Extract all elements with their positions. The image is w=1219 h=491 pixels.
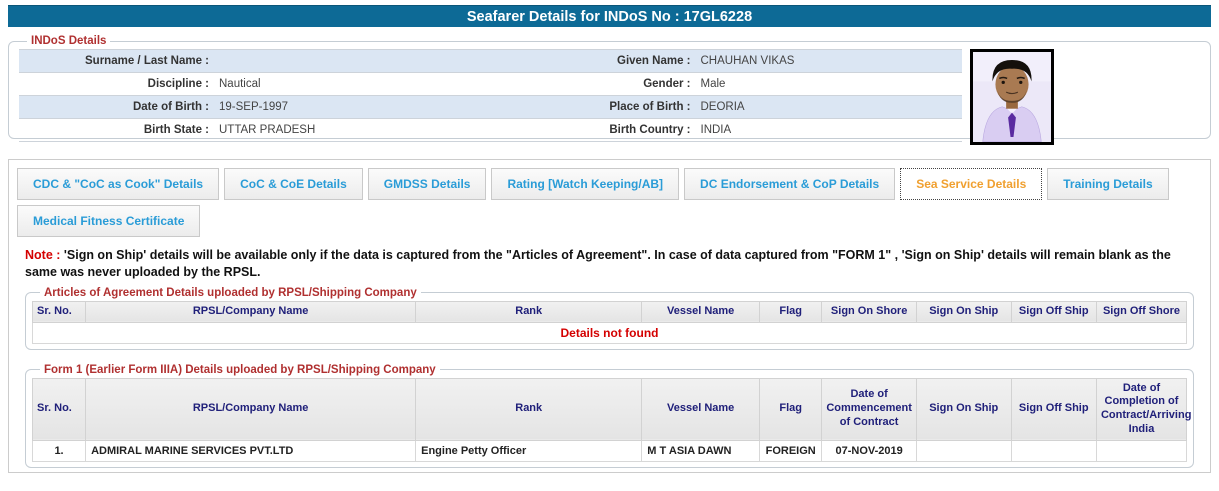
- date-of-birth-value: 19-SEP-1997: [219, 101, 289, 113]
- birth-country-label: Birth Country :: [609, 124, 691, 136]
- form1-legend: Form 1 (Earlier Form IIIA) Details uploaded by RPSL/Shipping Company: [44, 363, 436, 376]
- given-name-label: Given Name :: [617, 55, 691, 67]
- seafarer-photo: [970, 49, 1054, 145]
- birth-state-label: Birth State :: [143, 124, 209, 136]
- detail-row-birth-state: [19, 119, 962, 142]
- tab-rating-watch-keeping-ab[interactable]: Rating [Watch Keeping/AB]: [491, 168, 679, 200]
- tab-panel: [8, 159, 1211, 473]
- tab-coc-coe-details[interactable]: CoC & CoE Details: [224, 168, 363, 200]
- articles-of-agreement-section: [25, 287, 1194, 350]
- gender-value: Male: [700, 78, 726, 90]
- form1-header-row: [33, 378, 1187, 440]
- surname-label: Surname / Last Name :: [85, 55, 209, 67]
- tab-sea-service-details[interactable]: Sea Service Details: [900, 168, 1042, 200]
- page-title: Seafarer Details for INDoS No : 17GL6228: [466, 9, 753, 25]
- col-rank: Rank: [416, 378, 642, 440]
- cell-rank: Engine Petty Officer: [416, 440, 642, 461]
- note-body: 'Sign on Ship' details will be available only if the data is captured from the "Articles of Agreement". In case of data captured from "FORM 1" , 'Sign on Ship' details will remain blank as the same was never uploaded by the RPSL.: [25, 248, 1171, 279]
- page: [0, 5, 1219, 491]
- articles-of-agreement-legend: Articles of Agreement Details uploaded by RPSL/Shipping Company: [44, 286, 417, 299]
- col-date-of-commencement: Date of Commencement of Contract: [822, 378, 917, 440]
- seafarer-photo-illustration: [973, 52, 1051, 142]
- cell-sign-off-ship: [1011, 440, 1096, 461]
- col-sr-no: Sr. No.: [33, 301, 86, 322]
- place-of-birth-label: Place of Birth :: [609, 101, 691, 113]
- col-sign-on-ship: Sign On Ship: [916, 301, 1011, 322]
- place-of-birth-value: DEORIA: [700, 101, 745, 113]
- tab-gmdss-details[interactable]: GMDSS Details: [368, 168, 487, 200]
- detail-row-discipline: [19, 73, 962, 96]
- col-sign-off-ship: Sign Off Ship: [1011, 378, 1096, 440]
- tab-row-2: [17, 205, 1202, 237]
- cell-company: ADMIRAL MARINE SERVICES PVT.LTD: [86, 440, 416, 461]
- cell-completion: [1096, 440, 1186, 461]
- given-name-value: CHAUHAN VIKAS: [700, 55, 795, 67]
- col-sign-off-ship: Sign Off Ship: [1011, 301, 1096, 322]
- note-text: [25, 247, 1194, 281]
- details-not-found-message: Details not found: [33, 322, 1187, 343]
- birth-country-value: INDIA: [700, 124, 732, 136]
- col-sign-on-shore: Sign On Shore: [822, 301, 917, 322]
- form1-data-row: [33, 440, 1187, 461]
- col-sign-on-ship: Sign On Ship: [916, 378, 1011, 440]
- tab-row-1: [17, 168, 1202, 200]
- col-vessel-name: Vessel Name: [642, 378, 760, 440]
- cell-flag: FOREIGN: [760, 440, 822, 461]
- col-sign-off-shore: Sign Off Shore: [1096, 301, 1186, 322]
- indos-details-section: [8, 35, 1211, 139]
- tab-training-details[interactable]: Training Details: [1047, 168, 1168, 200]
- gender-label: Gender :: [643, 78, 691, 90]
- col-sr-no: Sr. No.: [33, 378, 86, 440]
- discipline-label: Discipline :: [147, 78, 209, 90]
- form1-table: [32, 378, 1192, 462]
- articles-header-row: [33, 301, 1187, 322]
- tab-medical-fitness-certificate[interactable]: Medical Fitness Certificate: [17, 205, 200, 237]
- discipline-value: Nautical: [219, 78, 261, 90]
- col-date-of-completion: Date of Completion of Contract/Arriving India: [1096, 378, 1186, 440]
- cell-sr-no: 1.: [33, 440, 86, 461]
- cell-sign-on-ship: [916, 440, 1011, 461]
- col-rpsl-company-name: RPSL/Company Name: [86, 301, 416, 322]
- col-flag: Flag: [760, 378, 822, 440]
- birth-state-value: UTTAR PRADESH: [219, 124, 316, 136]
- col-rank: Rank: [416, 301, 642, 322]
- page-title-bar: [8, 5, 1211, 27]
- cell-vessel: M T ASIA DAWN: [642, 440, 760, 461]
- indos-detail-rows: [19, 49, 962, 142]
- cell-commencement: 07-NOV-2019: [822, 440, 917, 461]
- articles-empty-row: [33, 322, 1187, 343]
- date-of-birth-label: Date of Birth :: [132, 101, 209, 113]
- detail-row-birth: [19, 96, 962, 119]
- col-flag: Flag: [760, 301, 822, 322]
- indos-details-legend: INDoS Details: [31, 35, 107, 47]
- form1-section: [25, 364, 1194, 468]
- tab-dc-endorsement-cop-details[interactable]: DC Endorsement & CoP Details: [684, 168, 895, 200]
- articles-of-agreement-table: [32, 301, 1187, 344]
- col-vessel-name: Vessel Name: [642, 301, 760, 322]
- detail-row-name: [19, 50, 962, 73]
- tab-cdc-coc-as-cook-details[interactable]: CDC & "CoC as Cook" Details: [17, 168, 219, 200]
- note-prefix: Note :: [25, 248, 61, 262]
- col-rpsl-company-name: RPSL/Company Name: [86, 378, 416, 440]
